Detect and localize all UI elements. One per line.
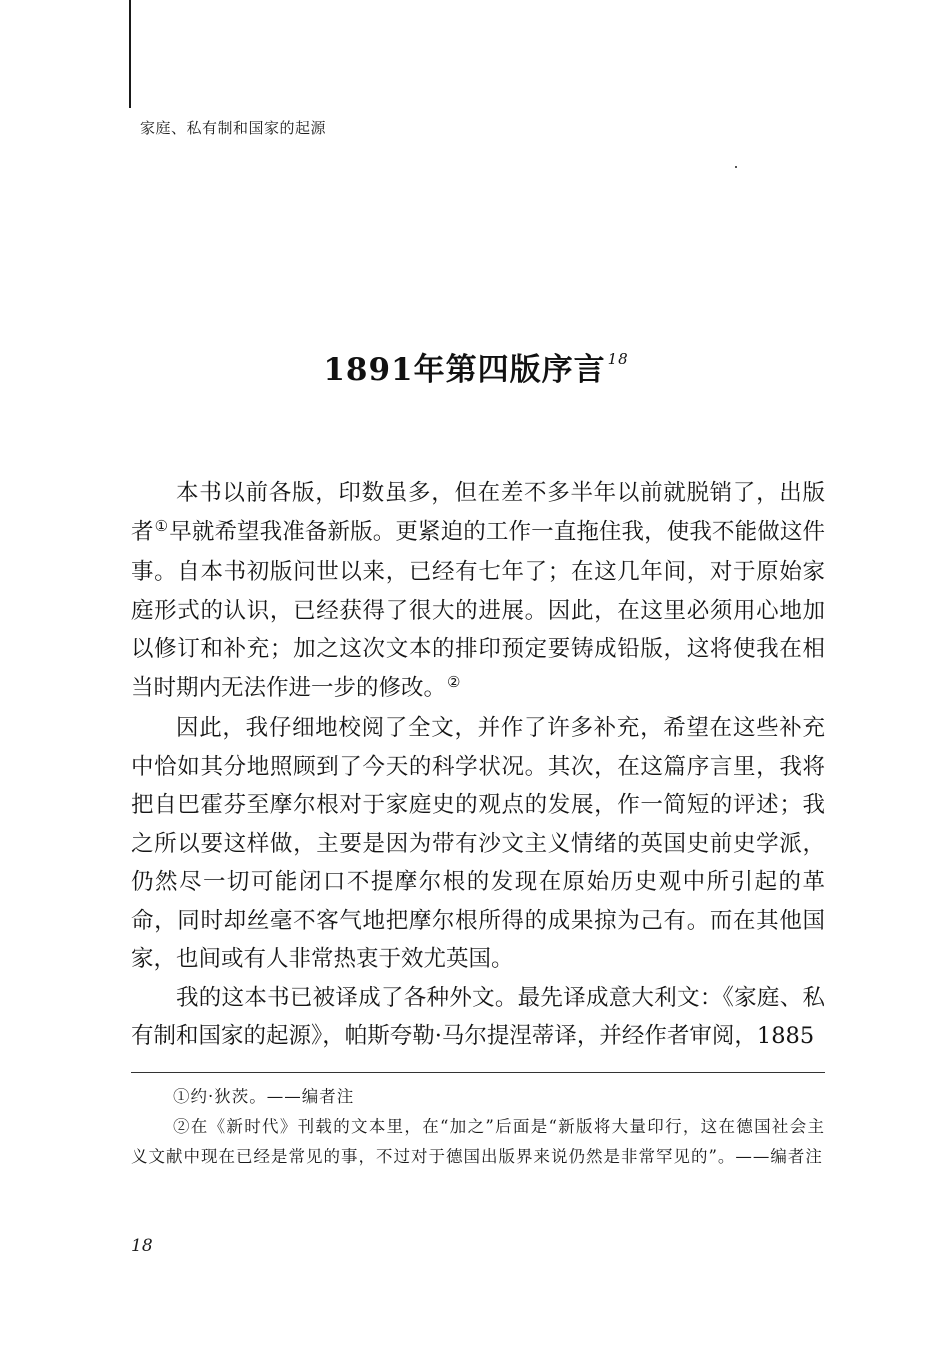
paragraph-1: [131, 474, 825, 709]
footnote-marker-1: ①: [154, 516, 169, 535]
chapter-title-text: 1891年第四版序言: [323, 352, 606, 388]
paragraph-2: 因此，我仔细地校阅了全文，并作了许多补充，希望在这些补充中恰如其分地照顾到了今天的科学状况。其次，在这篇序言里，我将把自巴霍芬至摩尔根对于家庭史的观点的发展，作一简短的评述；我之所以要这样做，主要是因为带有沙文主义情绪的英国史前史学派，仍然尽一切可能闭口不提摩尔根的发现在原始历史观中所引起的革命，同时却丝毫不客气地把摩尔根所得的成果掠为己有。而在其他国家，也间或有人非常热衷于效尤英国。: [131, 715, 825, 972]
footnote-2: ②在《新时代》刊载的文本里，在“加之”后面是“新版将大量印行，这在德国社会主义文献中现在已经是常见的事，不过对于德国出版界来说仍然是非常罕见的”。——编者注: [131, 1117, 825, 1166]
footnote-divider: [131, 1072, 825, 1073]
footnote-marker-2: ②: [447, 672, 461, 691]
paragraph-1-part-1: 本书以前各版，印数虽多，但在差不多半年以前就脱销了，出版者: [131, 480, 825, 545]
chapter-note-ref: 18: [607, 350, 629, 368]
footnote-1: ①约·狄茨。——编者注: [173, 1087, 355, 1106]
paragraph-1-part-2: 早就希望我准备新版。更紧迫的工作一直拖住我，使我不能做这件事。自本书初版问世以来，已经有七年了；在这几年间，对于原始家庭形式的认识，已经获得了很大的进展。因此，在这里必须用心地加以修订和补充；加之这次文本的排印预定要铸成铅版，这将使我在相当时期内无法作进一步的修改。: [131, 518, 825, 701]
running-head: 家庭、私有制和国家的起源: [140, 119, 327, 137]
paragraph-3: 我的这本书已被译成了各种外文。最先译成意大利文：《家庭、私有制和国家的起源》，帕斯夸勒·马尔提涅蒂译，并经作者审阅，1885: [131, 984, 825, 1049]
margin-rule: [129, 0, 131, 108]
page-number: 18: [131, 1236, 153, 1256]
chapter-title: [0, 344, 952, 389]
scan-speck: [735, 166, 737, 168]
footnotes: [131, 1082, 825, 1172]
body-text: [131, 474, 825, 1056]
